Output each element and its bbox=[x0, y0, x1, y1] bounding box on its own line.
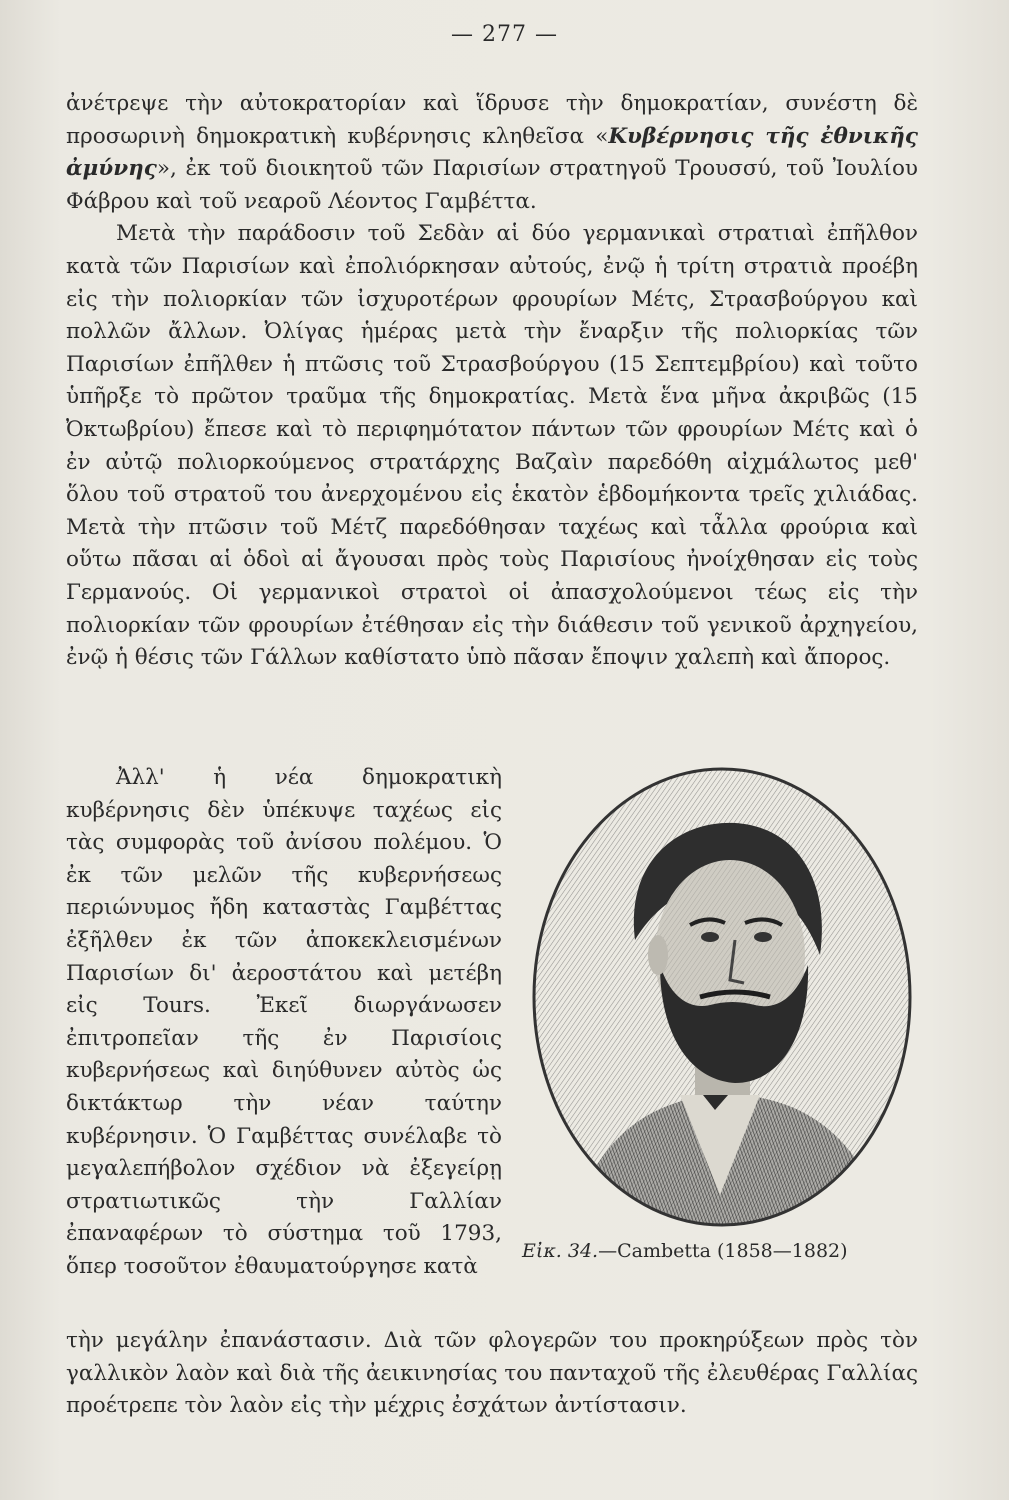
left-column-text bbox=[66, 762, 502, 1284]
paragraph-3: Ἀλλ' ἡ νέα δημοκρατικὴ κυβέρνησις δὲν ὑπέκυψε ταχέως εἰς τὰς συμφορὰς τοῦ ἀνίσου πολέμου. Ὁ ἐκ τῶν μελῶν τῆς κυβερνήσεως περιώνυμος ἤδη καταστὰς Γαμβέττας ἐξῆλθεν ἐκ τῶν ἀποκεκλεισμένων Παρισίων δι' ἀεροστάτου καὶ μετέβη εἰς Tours. Ἐκεῖ διωργάνωσεν ἐπιτροπεῖαν τῆς ἐν Παρισίοις κυβερνήσεως καὶ διηύθυνεν αὐτὸς ὡς δικτάκτωρ τὴν νέαν ταύτην κυβέρνησιν. Ὁ Γαμβέττας συνέλαβε τὸ μεγαλεπήβολον σχέδιον νὰ ἐξεγείρῃ στρατιωτικῶς τὴν Γαλλίαν ἐπαναφέρων τὸ σύστημα τοῦ 1793, ὅπερ τοσοῦτον ἐθαυματούργησε κατὰ bbox=[66, 765, 502, 1279]
figure-caption-text: —Cambetta (1858—1882) bbox=[598, 1240, 848, 1262]
figure-label: Εἰκ. 34. bbox=[522, 1240, 599, 1262]
paragraph-1 bbox=[66, 88, 918, 218]
bottom-text-block bbox=[66, 1325, 918, 1423]
paragraph-1-start: ἀνέτρεψε τὴν αὐτοκρατορίαν καὶ ἵδρυσε τὴν δημοκρατίαν, συνέστη δὲ προσωρινὴ δημοκρατικὴ κυβέρνησις κληθεῖσα « bbox=[66, 91, 918, 149]
government-name: Κυβέρνησις τῆς ἐθνικῆς ἀμύνης bbox=[66, 123, 918, 182]
paragraph-1-end: », ἐκ τοῦ διοικητοῦ τῶν Παρισίων στρατηγοῦ Τρουσσύ, τοῦ Ἰουλίου Φάβρου καὶ τοῦ νεαροῦ Λέοντος Γαμβέττα. bbox=[66, 156, 918, 214]
portrait-figure bbox=[530, 765, 915, 1230]
paragraph-2: Μετὰ τὴν παράδοσιν τοῦ Σεδὰν αἱ δύο γερμανικαὶ στρατιαὶ ἐπῆλθον κατὰ τῶν Παρισίων καὶ ἐπολιόρκησαν αὐτούς, ἐνῷ ἡ τρίτη στρατιὰ προέβη εἰς τὴν πολιορκίαν τῶν ἰσχυροτέρων φρουρίων Μέτς, Στρασβούργου καὶ πολλῶν ἄλλων. Ὀλίγας ἡμέρας μετὰ τὴν ἔναρξιν τῆς πολιορκίας τῶν Παρισίων ἐπῆλθεν ἡ πτῶσις τοῦ Στρασβούργου (15 Σεπτεμβρίου) καὶ τοῦτο ὑπῆρξε τὸ πρῶτον τραῦμα τῆς δημοκρατίας. Μετὰ ἕνα μῆνα ἀκριβῶς (15 Ὀκτωβρίου) ἔπεσε καὶ τὸ περιφημότατον πάντων τῶν φρουρίων Μέτς καὶ ὁ ἐν αὐτῷ πολιορκούμενος στρατάρχης Βαζαὶν παρεδόθη αἰχμάλωτος μεθ' ὅλου τοῦ στρατοῦ του ἀνερχομένου εἰς ἑκατὸν ἑβδομήκοντα τρεῖς χιλιάδας. Μετὰ τὴν πτῶσιν τοῦ Μέτζ παρεδόθησαν ταχέως καὶ τἆλλα φρούρια καὶ οὕτω πᾶσαι αἱ ὁδοὶ αἱ ἄγουσαι πρὸς τοὺς Παρισίους ἠνοίχθησαν εἰς τοὺς Γερμανούς. Οἱ γερμανικοὶ στρατοὶ οἱ ἀπασχολούμενοι τέως εἰς τὴν πολιορκίαν τῶν φρουρίων ἐτέθησαν εἰς τὴν διάθεσιν τοῦ γενικοῦ ἀρχηγείου, ἐνῷ ἡ θέσις τῶν Γάλλων καθίστατο ὑπὸ πᾶσαν ἔποψιν χαλεπὴ καὶ ἄπορος. bbox=[66, 221, 918, 671]
figure-caption bbox=[522, 1240, 922, 1262]
gambetta-portrait-image bbox=[530, 765, 915, 1230]
top-text-block bbox=[66, 88, 918, 675]
page-number: — 277 — bbox=[451, 22, 558, 47]
paragraph-3-continued: τὴν μεγάλην ἐπανάστασιν. Διὰ τῶν φλογερῶν του προκηρύξεων πρὸς τὸν γαλλικὸν λαὸν καὶ διὰ τῆς ἀεικινησίας του πανταχοῦ τῆς ἐλευθέρας Γαλλίας προέτρεπε τὸν λαὸν εἰς τὴν μέχρις ἐσχάτων ἀντίστασιν. bbox=[66, 1328, 918, 1419]
